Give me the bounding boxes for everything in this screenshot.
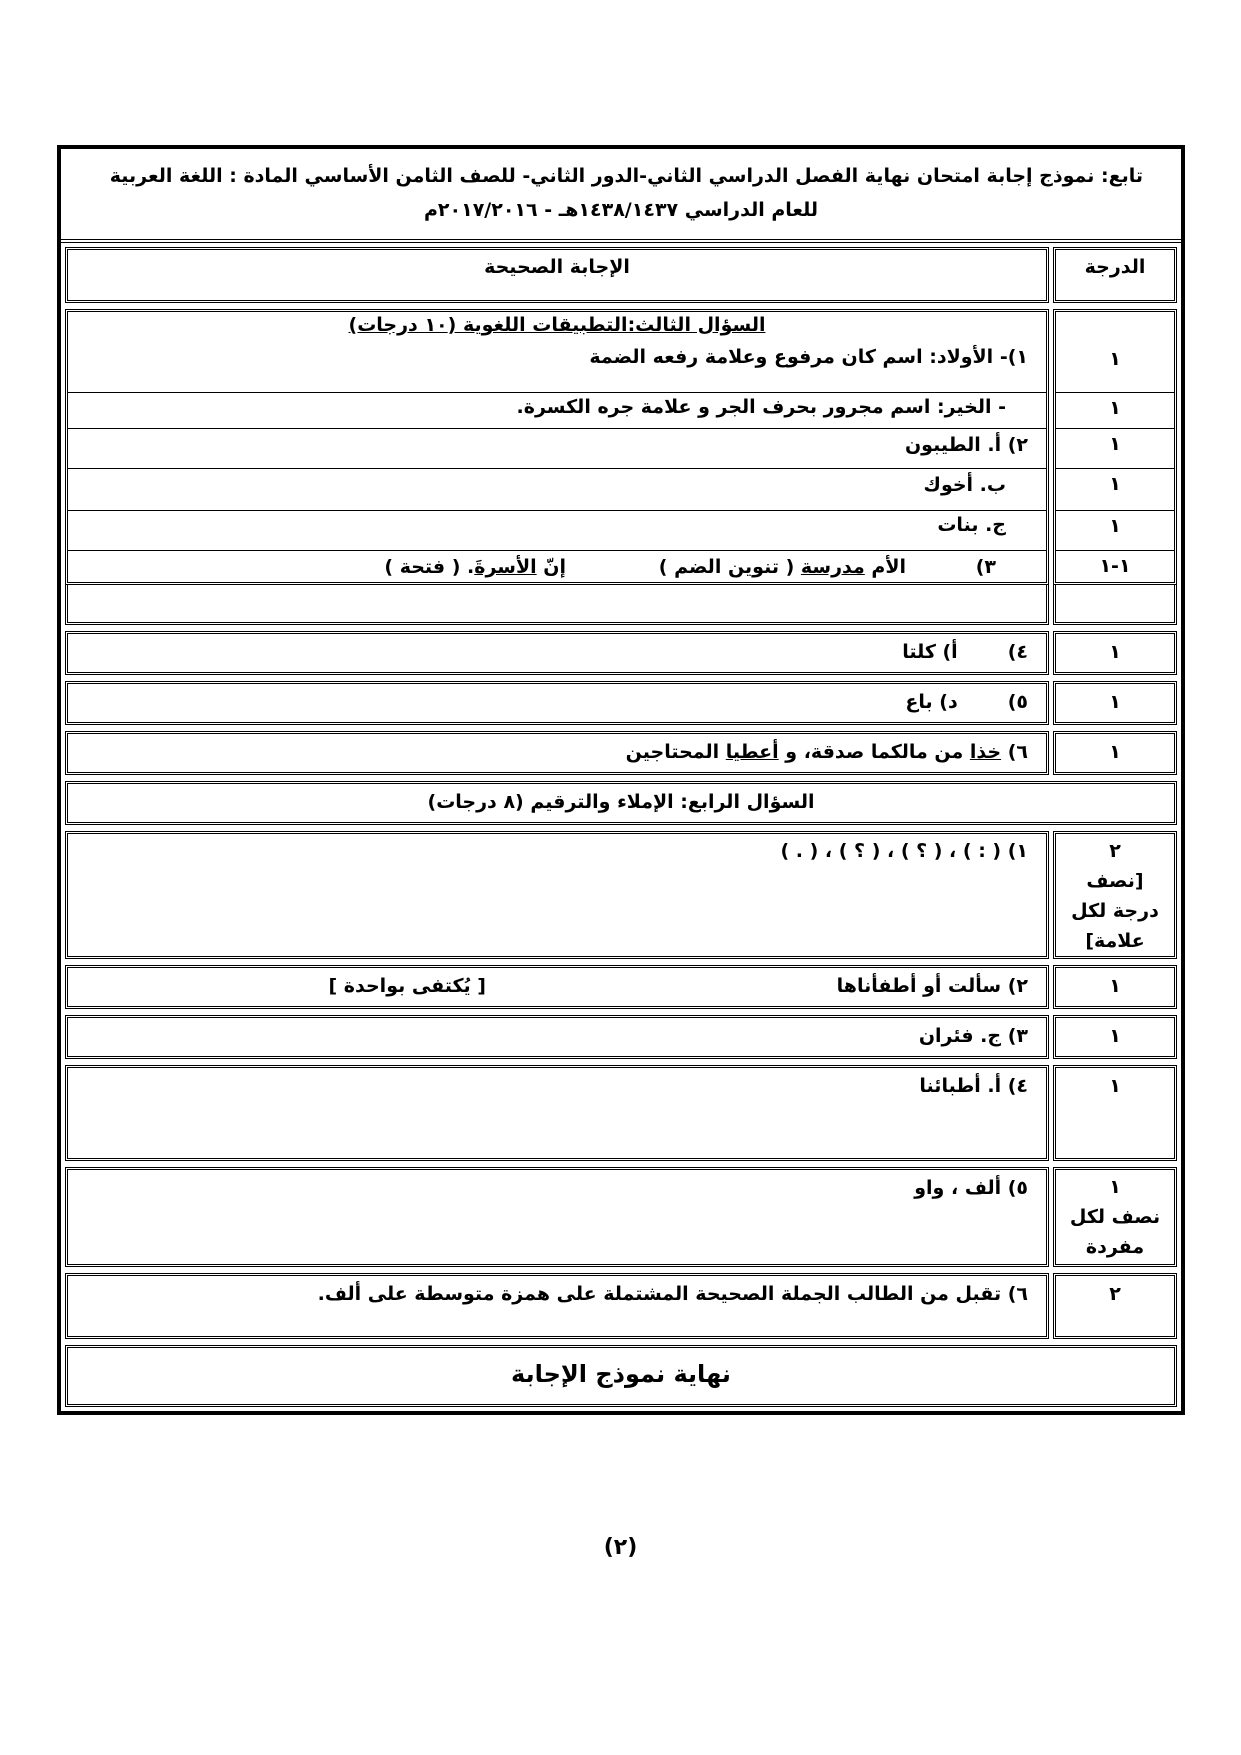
q3-answer-block <box>65 309 1049 585</box>
grade-column-header: الدرجة <box>1053 247 1177 303</box>
q4-answer-1: ١) ( : ) ، ( ؟ ) ، ( ؟ ) ، ( . ) <box>65 831 1049 959</box>
q3-answer-3-part1: الأم مدرسة ( تنوين الضم ) <box>658 556 906 578</box>
q4-grade-5: ١ نصف لكل مفردة <box>1053 1167 1177 1267</box>
q3-answer-3-part2: إنّ الأسرةَ. ( فتحة ) <box>384 556 566 578</box>
q4-grade-3: ١ <box>1053 1015 1177 1059</box>
grade-value: ١ <box>1056 468 1174 495</box>
q4-answer-6: ٦) تقبل من الطالب الجملة الصحيحة المشتملة على همزة متوسطة على ألف. <box>65 1273 1049 1339</box>
q3-answer-2b: ب. أخوك <box>923 474 1006 496</box>
q3-answer-pad <box>65 585 1049 625</box>
q3-answer-1: ١)- الأولاد: اسم كان مرفوع وعلامة رفعه الضمة <box>589 346 1028 368</box>
q3-grade-pad <box>1053 585 1177 625</box>
q4-title: السؤال الرابع: الإملاء والترقيم (٨ درجات) <box>65 781 1177 825</box>
q4-answer-2-note: [ يُكتفى بواحدة ] <box>328 975 486 997</box>
q4-grade-6: ٢ <box>1053 1273 1177 1339</box>
grade-value: ١ <box>1056 392 1174 419</box>
q3-answer-3-number: ٣) <box>975 556 996 578</box>
header-title: تابع: نموذج إجابة امتحان نهاية الفصل الدراسي الثاني-الدور الثاني- للصف الثامن الأساسي المادة : اللغة العربية <box>109 165 1143 187</box>
answer-key-table <box>57 145 1185 1415</box>
header-year: للعام الدراسي ١٤٣٨/١٤٣٧هـ - ٢٠١٧/٢٠١٦م <box>423 199 819 221</box>
q3-grade-6: ١ <box>1053 731 1177 775</box>
q4-grade-2: ١ <box>1053 965 1177 1009</box>
q3-answer-5: ٥)د) باع <box>65 681 1049 725</box>
q3-answer-6: ٦) خذا من مالكما صدقة، و أعطيا المحتاجين <box>65 731 1049 775</box>
page-number: (٢) <box>603 1535 638 1560</box>
grade-value: ١ <box>1109 348 1121 370</box>
q3-grade-block <box>1053 309 1177 585</box>
grade-value: ١-١ <box>1056 550 1174 577</box>
end-of-answer-key: نهاية نموذج الإجابة <box>65 1345 1177 1407</box>
q3-title: السؤال الثالث:التطبيقات اللغوية (١٠ درجات) <box>348 314 766 336</box>
q3-answer-1b: - الخير: اسم مجرور بحرف الجر و علامة جره الكسرة. <box>516 396 1006 418</box>
q3-answer-4: ٤)أ) كلتا <box>65 631 1049 675</box>
q3-grade-5: ١ <box>1053 681 1177 725</box>
grade-value: ١ <box>1056 510 1174 537</box>
q4-answer-4: ٤) أ. أطبائنا <box>65 1065 1049 1161</box>
q4-answer-2: ٢) سألت أو أطفأناها [ يُكتفى بواحدة ] <box>65 965 1049 1009</box>
q4-answer-5: ٥) ألف ، واو <box>65 1167 1049 1267</box>
answer-column-header: الإجابة الصحيحة <box>65 247 1049 303</box>
q4-grade-4: ١ <box>1053 1065 1177 1161</box>
document-header <box>61 149 1181 243</box>
q4-grade-1: ٢ [نصف درجة لكل علامة] <box>1053 831 1177 959</box>
grade-value: ١ <box>1056 428 1174 455</box>
q3-grade-4: ١ <box>1053 631 1177 675</box>
q3-answer-2c: ج. بنات <box>937 514 1006 536</box>
q3-answer-2a: ٢) أ. الطيبون <box>904 434 1028 456</box>
q4-answer-3: ٣) ج. فئران <box>65 1015 1049 1059</box>
